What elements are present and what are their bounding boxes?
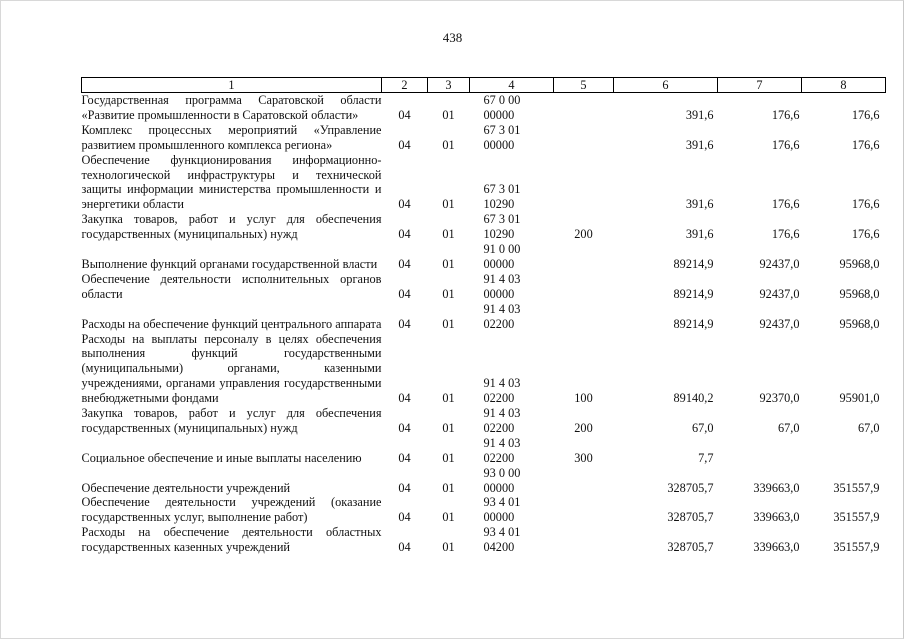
row-amount-col8: 176,6 [851, 137, 880, 152]
row-section: 04 [398, 510, 411, 525]
row-section: 04 [398, 420, 411, 435]
row-amount-col8: 351557,9 [833, 480, 880, 495]
row-expense-type [554, 93, 614, 123]
row-amount-col7: 92370,0 [759, 391, 800, 406]
row-name: Обеспечение деятельности учреждений (оказание государственных услуг, выполнение работ) [81, 495, 382, 525]
row-section: 04 [398, 540, 411, 555]
row-section: 04 [398, 391, 411, 406]
table-row [82, 212, 886, 242]
row-amount-col7: 92437,0 [759, 316, 800, 331]
row-expense-type [554, 242, 614, 272]
row-expense-type [554, 153, 614, 213]
row-amount-col7: 176,6 [771, 227, 800, 242]
row-section: 04 [398, 107, 411, 122]
row-amount-col7: 92437,0 [759, 286, 800, 301]
row-expense-type [554, 466, 614, 496]
row-target-code: 91 4 03 02200 [483, 406, 521, 435]
row-amount-col6: 391,6 [685, 197, 714, 212]
table-row [82, 93, 886, 123]
row-amount-col7: 176,6 [771, 107, 800, 122]
row-name: Комплекс процессных мероприятий «Управление развитием промышленного комплекса региона» [81, 122, 382, 152]
row-target-code: 67 3 01 10290 [483, 182, 521, 212]
table-row [82, 332, 886, 407]
row-amount-col6: 328705,7 [667, 480, 714, 495]
row-amount-col6: 89214,9 [673, 256, 714, 271]
row-name: Выполнение функций органами государственной власти [81, 256, 378, 271]
row-name: Расходы на выплаты персоналу в целях обеспечения выполнения функций государственными (муниципальными) органами, казенными учреждениями, органами управления государственными внебюджетными фондами [81, 331, 382, 406]
row-target-code: 93 0 00 00000 [483, 465, 521, 495]
row-target-code: 91 4 03 02200 [483, 435, 521, 465]
row-name: Социальное обеспечение и иные выплаты населению [81, 450, 362, 465]
row-expense-type [554, 495, 614, 525]
row-subsection: 01 [442, 540, 455, 555]
row-subsection: 01 [442, 256, 455, 271]
table-row [82, 436, 886, 466]
row-subsection: 01 [442, 420, 455, 435]
row-amount-col8: 67,0 [857, 420, 880, 435]
table-row [82, 466, 886, 496]
header-row [82, 78, 886, 93]
header-col-6: 6 [614, 78, 718, 93]
row-subsection: 01 [442, 197, 455, 212]
row-expense-type [554, 525, 614, 555]
row-subsection: 01 [442, 316, 455, 331]
row-name: Закупка товаров, работ и услуг для обеспечения государственных (муниципальных) нужд [81, 406, 382, 435]
table-row [82, 272, 886, 302]
row-amount-col8: 95901,0 [839, 391, 880, 406]
header-col-2: 2 [382, 78, 428, 93]
row-name: Государственная программа Саратовской области «Развитие промышленности в Саратовской области» [81, 93, 382, 122]
row-target-code: 91 4 03 00000 [483, 271, 521, 301]
row-subsection: 01 [442, 450, 455, 465]
row-name: Закупка товаров, работ и услуг для обеспечения государственных (муниципальных) нужд [81, 212, 382, 242]
row-amount-col7: 176,6 [771, 197, 800, 212]
table-row [82, 302, 886, 332]
row-expense-type: 200 [574, 420, 593, 435]
row-target-code: 67 3 01 00000 [483, 122, 521, 152]
row-expense-type [554, 302, 614, 332]
table-row [82, 495, 886, 525]
row-target-code: 91 0 00 00000 [483, 242, 521, 271]
row-amount-col7: 339663,0 [753, 540, 800, 555]
row-amount-col8: 176,6 [851, 197, 880, 212]
row-section: 04 [398, 197, 411, 212]
row-amount-col8: 176,6 [851, 227, 880, 242]
row-name: Обеспечение деятельности учреждений [81, 480, 291, 495]
row-target-code: 67 0 00 00000 [483, 93, 521, 122]
row-amount-col8: 95968,0 [839, 316, 880, 331]
row-subsection: 01 [442, 510, 455, 525]
row-target-code: 93 4 01 04200 [483, 525, 521, 555]
header-col-4: 4 [470, 78, 554, 93]
table-row [82, 525, 886, 555]
row-amount-col7: 339663,0 [753, 510, 800, 525]
row-expense-type: 100 [574, 391, 593, 406]
row-amount-col6: 67,0 [691, 420, 714, 435]
row-amount-col8: 351557,9 [833, 540, 880, 555]
row-subsection: 01 [442, 107, 455, 122]
page-number: 438 [442, 30, 463, 45]
row-amount-col6: 391,6 [685, 227, 714, 242]
row-amount-col6: 391,6 [685, 137, 714, 152]
row-name: Обеспечение функционирования информационно-технологической инфраструктуры и технической защиты информации министерства промышленности и энергетики области [81, 152, 382, 212]
row-section: 04 [398, 480, 411, 495]
table-row [82, 123, 886, 153]
row-amount-col7: 67,0 [777, 420, 800, 435]
row-subsection: 01 [442, 137, 455, 152]
row-subsection: 01 [442, 286, 455, 301]
row-amount-col8: 176,6 [851, 107, 880, 122]
row-expense-type: 300 [574, 450, 593, 465]
row-amount-col7: 339663,0 [753, 480, 800, 495]
row-target-code: 91 4 03 02200 [483, 376, 521, 406]
row-amount-col6: 7,7 [698, 450, 714, 465]
row-amount-col8: 95968,0 [839, 256, 880, 271]
row-amount-col7: 92437,0 [759, 256, 800, 271]
row-amount-col8: 351557,9 [833, 510, 880, 525]
header-col-8: 8 [802, 78, 886, 93]
budget-table [81, 77, 886, 555]
row-amount-col6: 89214,9 [673, 286, 714, 301]
row-expense-type [554, 123, 614, 153]
row-target-code: 91 4 03 02200 [483, 301, 521, 331]
row-section: 04 [398, 450, 411, 465]
header-col-7: 7 [718, 78, 802, 93]
row-subsection: 01 [442, 480, 455, 495]
row-amount-col6: 391,6 [685, 107, 714, 122]
row-section: 04 [398, 286, 411, 301]
row-section: 04 [398, 316, 411, 331]
header-col-3: 3 [428, 78, 470, 93]
header-col-1: 1 [82, 78, 382, 93]
table-row [82, 406, 886, 436]
row-amount-col8: 95968,0 [839, 286, 880, 301]
row-amount-col6: 89214,9 [673, 316, 714, 331]
row-amount-col7: 176,6 [771, 137, 800, 152]
row-target-code: 67 3 01 10290 [483, 212, 521, 242]
row-name: Расходы на обеспечение функций центрального аппарата [81, 316, 382, 331]
header-col-5: 5 [554, 78, 614, 93]
table-row [82, 153, 886, 213]
row-name: Обеспечение деятельности исполнительных органов области [81, 271, 382, 301]
table-row [82, 242, 886, 272]
row-amount-col6: 328705,7 [667, 510, 714, 525]
row-section: 04 [398, 227, 411, 242]
row-section: 04 [398, 137, 411, 152]
row-subsection: 01 [442, 227, 455, 242]
row-target-code: 93 4 01 00000 [483, 495, 521, 525]
row-section: 04 [398, 256, 411, 271]
row-name: Расходы на обеспечение деятельности областных государственных казенных учреждений [81, 525, 382, 555]
row-amount-col6: 89140,2 [673, 391, 714, 406]
row-expense-type: 200 [574, 227, 593, 242]
row-amount-col6: 328705,7 [667, 540, 714, 555]
row-amount-col7 [718, 436, 802, 466]
row-amount-col8 [802, 436, 886, 466]
row-subsection: 01 [442, 391, 455, 406]
row-expense-type [554, 272, 614, 302]
